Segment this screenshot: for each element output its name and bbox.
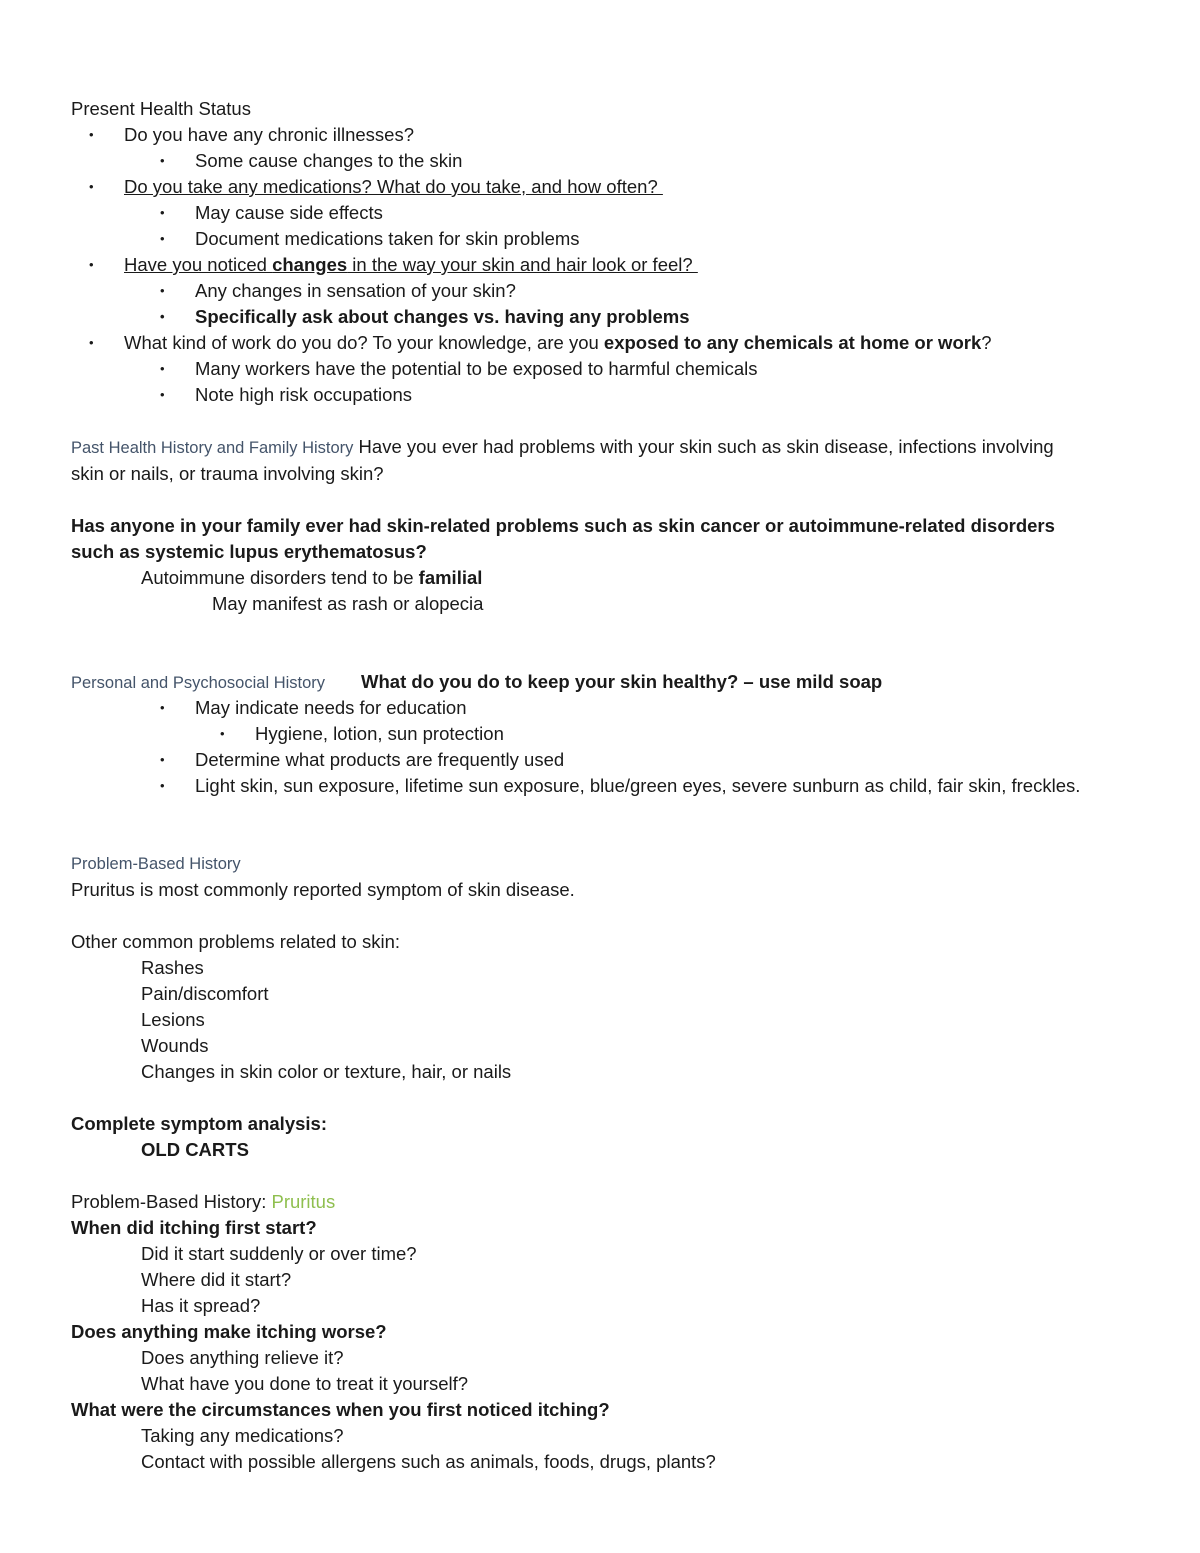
itching-worse-item: Does anything relieve it?	[141, 1347, 344, 1368]
bullet-medications	[71, 174, 1131, 200]
problem-item: Lesions	[141, 1009, 205, 1030]
changes-question-post: in the way your skin and hair look or feel?	[347, 254, 698, 275]
family-history-question: Has anyone in your family ever had skin-related problems such as skin cancer or autoimmune-related disorders such as systemic lupus erythematosus?	[71, 515, 1055, 562]
problem-item: Pain/discomfort	[141, 983, 269, 1004]
sub-bullet-document-meds: • Document medications taken for skin problems	[71, 226, 1131, 252]
sub-bullet-sensation: • Any changes in sensation of your skin?	[71, 278, 1131, 304]
sub-bullet-side-effects: • May cause side effects	[71, 200, 1131, 226]
work-question-pre: What kind of work do you do? To your knowledge, are you	[124, 332, 604, 353]
past-history-heading: Past Health History and Family History	[71, 439, 354, 457]
other-problems-line: Other common problems related to skin:	[71, 931, 401, 952]
sub-bullet-high-risk: • Note high risk occupations	[71, 382, 1131, 408]
sub-bullet-specifically-ask: • Specifically ask about changes vs. having any problems	[71, 304, 1131, 330]
pruritus-heading-pre: Problem-Based History:	[71, 1191, 272, 1212]
itching-worse-question: Does anything make itching worse?	[71, 1321, 387, 1342]
changes-question-pre: Have you noticed	[124, 254, 273, 275]
personal-history-line	[71, 669, 1131, 695]
pruritus-heading	[71, 1189, 1131, 1215]
problem-item: Rashes	[141, 957, 204, 978]
itching-circumstances-question: What were the circumstances when you first noticed itching?	[71, 1399, 610, 1420]
changes-question-bold: changes	[272, 254, 348, 275]
sub-bullet-hygiene: • Hygiene, lotion, sun protection	[71, 721, 1131, 747]
itching-start-item: Has it spread?	[141, 1295, 261, 1316]
bullet-chronic-illness: • Do you have any chronic illnesses?	[71, 122, 1131, 148]
pruritus-heading-colored: Pruritus	[271, 1191, 336, 1212]
work-question-post: ?	[981, 332, 992, 353]
medications-question: Do you take any medications? What do you take, and how often?	[124, 176, 663, 197]
sub-bullet-harmful-chemicals: • Many workers have the potential to be exposed to harmful chemicals	[71, 356, 1131, 382]
itching-circumstances-item: Taking any medications?	[141, 1425, 344, 1446]
pruritus-common-line: Pruritus is most commonly reported symptom of skin disease.	[71, 879, 575, 900]
bullet-noticed-changes	[71, 252, 1131, 278]
itching-start-item: Did it start suddenly or over time?	[141, 1243, 417, 1264]
itching-start-question: When did itching first start?	[71, 1217, 317, 1238]
past-history-paragraph	[71, 434, 1131, 487]
bullet-education-needs: • May indicate needs for education	[71, 695, 1131, 721]
problem-item: Changes in skin color or texture, hair, or nails	[141, 1061, 512, 1082]
sub-bullet-skin-changes: • Some cause changes to the skin	[71, 148, 1131, 174]
autoimmune-note	[71, 565, 1131, 591]
autoimmune-note-bold: familial	[418, 567, 483, 588]
work-question-bold: exposed to any chemicals at home or work	[603, 332, 982, 353]
itching-worse-item: What have you done to treat it yourself?	[141, 1373, 469, 1394]
old-carts-acronym: OLD CARTS	[141, 1139, 249, 1160]
bullet-risk-factors: • Light skin, sun exposure, lifetime sun exposure, blue/green eyes, severe sunburn as child, fair skin, freckles.	[71, 773, 1131, 799]
autoimmune-manifest: May manifest as rash or alopecia	[212, 593, 484, 614]
autoimmune-note-pre: Autoimmune disorders tend to be	[141, 567, 419, 588]
problem-item: Wounds	[141, 1035, 209, 1056]
problem-history-heading: Problem-Based History	[71, 855, 241, 873]
personal-history-question: What do you do to keep your skin healthy? – use mild soap	[361, 671, 883, 692]
personal-history-heading: Personal and Psychosocial History	[71, 674, 326, 692]
past-history-text: Have you ever had problems with your skin such as skin disease, infections involving skin or nails, or trauma involving skin?	[71, 436, 1054, 484]
symptom-analysis-label: Complete symptom analysis:	[71, 1113, 327, 1134]
itching-start-item: Where did it start?	[141, 1269, 292, 1290]
document-page	[71, 96, 1131, 1475]
itching-circumstances-item: Contact with possible allergens such as animals, foods, drugs, plants?	[141, 1451, 716, 1472]
bullet-work-chemicals	[71, 330, 1131, 356]
bullet-products-used: • Determine what products are frequently used	[71, 747, 1131, 773]
present-health-heading: Present Health Status	[71, 98, 251, 119]
